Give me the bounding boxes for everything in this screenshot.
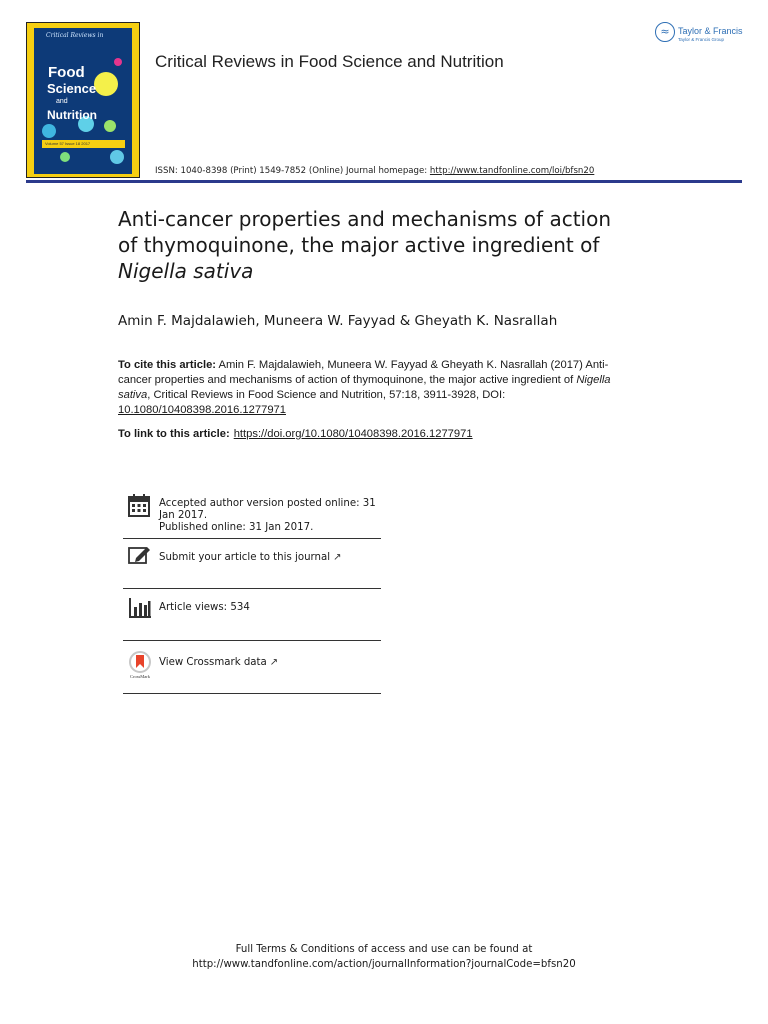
submit-article-label: Submit your article to this journal [159,552,331,563]
citation-text-2: , Critical Reviews in Food Science and Nutrition, 57:18, 3911-3928, DOI: [147,389,506,401]
accepted-date: Accepted author version posted online: 31 Jan 2017. [159,498,376,521]
taylor-francis-icon: ≈ [655,22,675,42]
article-link-line [118,428,473,440]
publication-dates [159,498,379,534]
edit-icon [127,543,153,569]
article-title-line-2: of thymoquinone, the major active ingredient of [118,233,600,257]
journal-cover [26,22,140,178]
external-link-icon: ↗ [333,552,342,563]
citation-text-1: Amin F. Majdalawieh, Muneera W. Fayyad & Gheyath K. Nasrallah (2017) Anti-cancer properties and mechanisms of action of thymoquinone, the major active ingredient of [118,359,609,386]
crossmark-link[interactable] [159,657,379,669]
crossmark-label: View Crossmark data [159,657,267,668]
publisher-logo[interactable] [655,21,743,43]
article-views-row[interactable] [123,588,381,641]
issn-text: ISSN: 1040-8398 (Print) 1549-7852 (Online) Journal homepage: [155,166,430,176]
crossmark-row[interactable] [123,640,381,694]
submit-article-link[interactable] [159,552,379,564]
article-doi-link[interactable]: https://doi.org/10.1080/10408398.2016.1277971 [233,428,473,440]
citation-block [118,358,638,418]
calendar-icon [127,493,153,519]
cover-volume-band: Volume 57 Issue 18 2017 [42,140,125,148]
header-rule [26,180,742,183]
cover-artwork [34,28,132,174]
journal-title: Critical Reviews in Food Science and Nutrition [155,52,504,71]
cover-series: Critical Reviews in [46,32,104,39]
issn-line [155,166,594,176]
citation-label: To cite this article: [118,359,217,371]
submit-article-row[interactable] [123,538,381,589]
cover-dot [60,152,70,162]
cover-dot [110,150,124,164]
article-views: Article views: 534 [159,602,250,613]
terms-line: Full Terms & Conditions of access and use can be found at [235,944,533,955]
cover-dot [94,72,118,96]
cover-title-science: Science [47,81,97,96]
external-link-icon: ↗ [269,657,279,668]
cover-dot [114,58,122,66]
terms-url[interactable]: http://www.tandfonline.com/action/journalInformation?journalCode=bfsn20 [192,959,576,970]
article-authors: Amin F. Majdalawieh, Muneera W. Fayyad & Gheyath K. Nasrallah [118,313,558,329]
article-title-species: Nigella sativa [118,259,254,283]
crossmark-logo-text: CrossMark [130,674,150,679]
article-title-line-1: Anti-cancer properties and mechanisms of action [118,207,612,231]
published-date: Published online: 31 Jan 2017. [159,522,314,533]
crossmark-icon [125,651,155,679]
citation-doi-link[interactable]: 10.1080/10408398.2016.1277971 [118,404,286,416]
link-label: To link to this article: [118,428,230,440]
cover-title-food: Food [48,64,85,81]
publication-dates-row [123,491,381,539]
bar-chart-icon [127,595,153,621]
cover-dot [42,124,56,138]
cover-dot [104,120,116,132]
publisher-group: Taylor & Francis Group [678,37,725,42]
article-title [118,206,678,284]
cover-title-nutrition: Nutrition [47,108,97,122]
journal-homepage-link[interactable]: http://www.tandfonline.com/loi/bfsn20 [429,166,595,176]
publisher-name: Taylor & Francis [678,26,743,36]
cover-title-and: and [56,98,68,105]
citation-species: Nigella sativa [118,374,611,401]
terms-footer [0,942,768,972]
